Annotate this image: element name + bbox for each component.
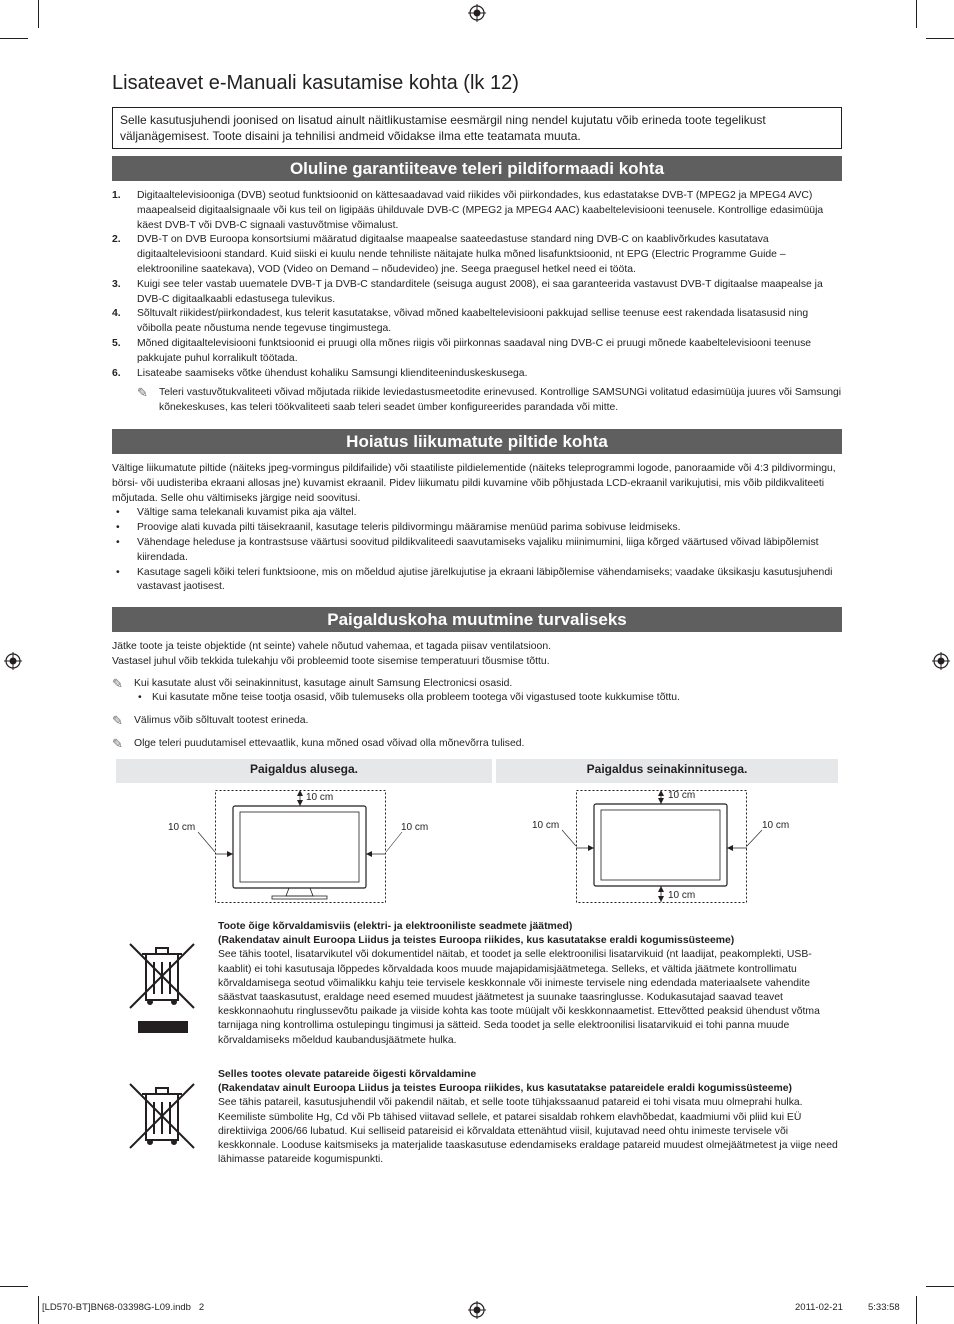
still-images-text: Vältige liikumatute piltide (näiteks jpeg-vormingus pildifailide) või staatiliste pildielementide (näiteks teleprogrammi logode, panoraamide või 4:3 pildivormingu, börsi- või uudisteriba ekraani allosas jne) kuvamist ekraanil. Pidev liikumatu pildi kuvamine võib põhjustada LCD-ekraanil varikujutisi, mis võib pildikvaliteeti mõjutada. Selle ohu vältimiseks järgige neid soovitusi. • Vältige sama telekanali kuvamist pika aja vältel. • Proovige alati kuvada pilti täisekraanil, kasutage teleris pildivormingu määramise menüüd parima sobivuse leidmiseks. • Vähendage heleduse ja kontrastsuse väärtusi soovitud pildikvaliteedi saavutamiseks vajaliku miinimumini, liiga kõrged väärtused võivad läbipõlemist kiirendada. • Kasutage sageli kõiki teleri funktsioone, mis on mõeldud ajutise järelkujutise ja ekraani läbipõlemise vähendamiseks; vaadake üksikasju kasutusjuhendi vastavast jaotisest. <box>112 462 842 595</box>
crossed-bin-icon <box>126 940 198 1034</box>
distance-label: 10 cm <box>668 790 696 801</box>
crossed-battery-bin-icon <box>126 1080 198 1152</box>
crop-mark <box>916 1296 917 1324</box>
footer-filename: [LD570-BT]BN68-03398G-L09.indb 2 <box>42 1302 205 1313</box>
distance-label: 10 cm <box>168 822 196 833</box>
list-item: • Kasutage sageli kõiki teleri funktsioone, mis on mõeldud ajutise järelkujutise ja ekraani läbipõlemise vähendamiseks; vaadake üksikasju kasutusjuhendi vastavast jaotisest. <box>116 566 833 593</box>
pencil-note-icon: ✎ <box>112 713 123 729</box>
page-title: Lisateavet e-Manuali kasutamise kohta (lk 12) <box>112 72 519 94</box>
note: ✎ Välimus võib sõltuvalt tootest erineda. <box>112 713 309 729</box>
registration-mark-icon <box>468 4 486 22</box>
wall-install-header: Paigaldus seinakinnitusega. <box>496 759 838 783</box>
section-heading-installation: Paigalduskoha muutmine turvaliseks <box>112 607 842 632</box>
registration-mark-icon <box>4 652 22 670</box>
registration-mark-icon <box>932 652 950 670</box>
distance-label: 10 cm <box>762 820 790 831</box>
list-item: • Vähendage heleduse ja kontrastsuse väärtusi soovitud pildikvaliteedi saavutamiseks vajaliku miinimumini, liiga kõrged väärtused võivad läbipõlemist kiirendada. <box>116 536 819 563</box>
crop-mark <box>38 1296 39 1324</box>
list-item: • Proovige alati kuvada pilti täisekraanil, kasutage teleris pildivormingu määramise menüüd parima sobivuse leidmiseks. <box>116 522 681 534</box>
note: ✎ Olge teleri puudutamisel ettevaatlik, kuna mõned osad võivad olla mõnevõrra tulised. <box>112 735 525 751</box>
crop-mark <box>926 38 954 39</box>
pencil-note-icon: ✎ <box>112 735 123 751</box>
crop-mark <box>0 38 28 39</box>
distance-label: 10 cm <box>532 820 560 831</box>
battery-text: Selles tootes olevate patareide õigesti kõrvaldamine (Rakendatav ainult Euroopa Liidus ja teistes Euroopa riikides, kus kasutatakse patareidele eraldi kogumissüsteeme) See tähis patareil, kasutusjuhendil või pakendil näitab, et selle toote tühjakssaanud patareid ei tohi visata muu olmeprahi hulka. Keemiliste sümbolite Hg, Cd või Pb tähised viitavad sellele, et patarei sisaldab rohkem elavhõbedat, kaadmiumi või pliid kui EÜ direktiiviga 2006/66 lubatud. Kui selliseid patareisid ei kõrvaldata ettenähtud viisil, kujutavad need ohtu inimeste tervisele või keskkonnale. Looduse kaitsmiseks ja materjalide taaskasutuse edendamiseks eraldage patareid muudest olmejäätmetest ja viige need lähimasse patareide kogumispunkti. <box>218 1069 838 1166</box>
crop-mark <box>916 0 917 28</box>
wall-install-diagram <box>540 786 830 906</box>
footer-date: 2011-02-21 <box>795 1302 843 1313</box>
stand-install-header: Paigaldus alusega. <box>116 759 492 783</box>
footer-time: 5:33:58 <box>868 1302 900 1313</box>
distance-label: 10 cm <box>306 792 334 803</box>
list-item: 4. Sõltuvalt riikidest/piirkondadest, kus telerit kasutatakse, võivad mõned kaabeltelevisiooni pakkujad sellise teenuse eest rakendada lisatasusid ning võibolla peate nõustuma nende tegevuse tingimustega. <box>112 308 809 335</box>
section-heading-warranty: Oluline garantiiteave teleri pildiformaadi kohta <box>112 156 842 181</box>
registration-mark-icon <box>468 1301 486 1319</box>
pencil-note-icon: ✎ <box>137 385 148 401</box>
list-item: 3. Kuigi see teler vastab uuematele DVB-T ja DVB-C standarditele (seisuga august 2008), ei saa garanteerida vastavust DVB-T digitaalse maapealse ja DVB-C digitaalkaabli edastusega tulevikus. <box>112 278 823 305</box>
list-item: 2. DVB-T on DVB Euroopa konsortsiumi määratud digitaalse maapealse saateedastuse standard ning DVB-C on kaablivõrkudes kasutatava digitaaltelevisiooni standard. Kuid siiski ei kuulu nende tehniliste näitajate hulka mõned lisafunktsioonid, nt EPG (Electric Programme Guide – elektrooniline saatekava), VOD (Video on Demand – nõudevideo) jne. Seega praegusel hetkel need ei tööta. <box>112 234 786 275</box>
list-item: 1. Digitaaltelevisiooniga (DVB) seotud funktsioonid on kättesaadavad vaid riikides või piirkondades, kus edastatakse DVB-T (MPEG2 ja MPEG4 AVC) maapealseid digitaalsignaale või kus teil on ligipääs ühilduvale DVB-C (MPEG2 ja MPEG4 AAC) kaabeltelevisiooni teenusele. Kontrollige edasimüüja käest DVB-T või DVB-C signaali vastuvõtmise võimalust. <box>112 190 824 231</box>
list-item: 5. Mõned digitaaltelevisiooni funktsioonid ei pruugi olla mõnes riigis või piirkonnas saadaval ning DVB-C ei pruugi mõnede kaabeltelevisiooni teenuse pakkujate puhul korralikult töötada. <box>112 337 812 364</box>
note: ✎ Kui kasutate alust või seinakinnitust, kasutage ainult Samsung Electronicsi osasid. <box>112 675 513 691</box>
list-item: • Vältige sama telekanali kuvamist pika aja vältel. <box>116 507 357 519</box>
distance-label: 10 cm <box>668 890 696 901</box>
list-item: 6. Lisateabe saamiseks võtke ühendust kohaliku Samsungi klienditeeninduskeskusega. <box>112 367 528 379</box>
crop-mark <box>38 0 39 28</box>
section-heading-still-images: Hoiatus liikumatute piltide kohta <box>112 429 842 454</box>
installation-text: Jätke toote ja teiste objektide (nt seinte) vahele nõutud vahemaa, et tagada piisav ventilatsioon. Vastasel juhul võib tekkida tulekahju või probleemid toote sisemise temperatuuri tõusmise tõttu. ✎ Kui kasutate alust või seinakinnitust, kasutage ainult Samsung Electronicsi osasid. • Kui kasutate mõne teise tootja osasid, võib tulemuseks olla probleem tootega või vigastused toote kukkumise tõttu. ✎ Välimus võib sõltuvalt tootest erineda. ✎ Olge teleri puudutamisel ettevaatlik, kuna mõned osad võivad olla mõnevõrra tulised. <box>112 640 842 752</box>
stand-install-diagram <box>160 786 450 906</box>
list-item: • Kui kasutate mõne teise tootja osasid, võib tulemuseks olla probleem tootega või vigastused toote kukkumise tõttu. <box>138 692 680 704</box>
pencil-note-icon: ✎ <box>112 675 123 691</box>
disclaimer-box: Selle kasutusjuhendi joonised on lisatud ainult näitlikustamise eesmärgil ning nendel kujutatu võib erineda toote tegelikust väljanägemisest. Toote disaini ja tehnilisi andmeid võidakse ilma ette teatamata muuta. <box>112 107 842 149</box>
warranty-list <box>112 189 842 416</box>
weee-text: Toote õige kõrvaldamisviis (elektri- ja elektrooniliste seadmete jäätmed) (Rakendatav ainult Euroopa Liidus ja teistes Euroopa riikides, kus kasutatakse eraldi kogumissüsteeme) See tähis tootel, lisatarvikutel või dokumentidel näitab, et toodet ja selle elektroonilisi lisatarvikuid (nt laadijat, peakomplekti, USB-kaablit) ei tohi kasutusaja lõppedes kõrvaldada koos muude majapidamisjäätmetega. Selleks, et vältida jäätmete kontrollimatu kõrvaldamisega seotud võimalikku kahju teie tervisele keskkonnale või inimeste tervisele ning edendada materiaalsete vahendite säästvat taaskasutust, eraldage need esemed muudest jäätmetest ja suunake taasringlusse. Kodukasutajad saavad teavet keskkonnaohutu ringlussevõtu paikade ja viiside kohta kas toote müüjalt või keskkonnaametist. Ettevõtted peaksid ühendust võtma tarnijaga ning kontrollima ostulepingu tingimusi ja sätteid. Seda toodet ja selle elektroonilisi lisatarvikuid ei tohi panna muude kõrvaldamiseks mõeldud kaubandusjäätmete hulka. <box>218 921 820 1046</box>
crop-mark <box>926 1286 954 1287</box>
distance-label: 10 cm <box>401 822 429 833</box>
crop-mark <box>0 1286 28 1287</box>
note: ✎ Teleri vastuvõtukvaliteeti võivad mõjutada riikide leviedastusmeetodite erinevused. Kontrollige SAMSUNGi volitatud edasimüüja juures või Samsungi kõnekeskuses, kas teleri töökvaliteeti saab teleri seadet ümber konfigureerides parandada või mitte. <box>112 386 842 416</box>
